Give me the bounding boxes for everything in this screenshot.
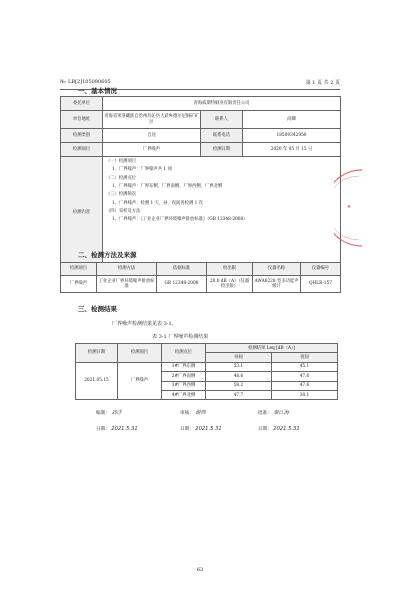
- method-header: 仪器编号: [301, 263, 341, 276]
- phone-label: 联系电话: [201, 129, 243, 143]
- content-line: （四）采样及方法: [106, 209, 141, 215]
- method-cell: 工业企业厂界环境噪声排放标准: [97, 276, 157, 293]
- reviewed-label: 审核：: [180, 411, 194, 416]
- table-row: [61, 263, 341, 276]
- table-row: [76, 362, 338, 371]
- noise-result-table: [75, 343, 338, 400]
- section-result-title: 三、检测结果: [78, 305, 117, 313]
- date-label: 日期：: [180, 427, 194, 432]
- table-row: [76, 344, 338, 353]
- result-night: 47.6: [272, 372, 338, 381]
- method-table: [60, 262, 341, 293]
- reviewed-by: [180, 409, 206, 416]
- result-night: 38.1: [272, 390, 338, 399]
- result-night: 47.6: [272, 381, 338, 390]
- contact-label: 联系人: [201, 111, 243, 129]
- result-header-point: 检测点位: [162, 344, 206, 363]
- result-header-value: 检测结果 Leq [dB（A）]: [206, 344, 338, 353]
- result-item: 厂界噪声: [118, 362, 162, 400]
- phone-value: 18509342950: [243, 129, 341, 143]
- result-intro: 厂界噪声检测结果见表 3-1。: [112, 321, 177, 327]
- date-label: 日期：: [258, 427, 272, 432]
- section-method-title: 二、检测方法及来源: [78, 251, 137, 259]
- content-line: （一）检测项目: [106, 159, 137, 164]
- date-value: 2020 年 05 月 15 日: [243, 143, 341, 157]
- result-header-night: 夜间: [272, 353, 338, 362]
- svg-text:★: ★: [346, 204, 352, 210]
- result-night: 45.1: [272, 362, 338, 371]
- result-day: 48.6: [206, 372, 272, 381]
- reviewed-signature: 谢帅: [195, 410, 206, 416]
- result-header-item: 检测项目: [118, 344, 162, 363]
- approved-date-value: 2021.5.31: [273, 426, 300, 432]
- date-label: 日期：: [96, 427, 110, 432]
- result-point: 1#厂界东侧: [162, 362, 206, 371]
- basic-info-table: [60, 96, 341, 270]
- content-line: （二）检测点位: [106, 175, 137, 181]
- page-number: 63: [196, 567, 204, 573]
- method-cell: QHLB-157: [301, 276, 341, 293]
- report-number: №: LB[2]105090605: [60, 79, 111, 85]
- method-header: 检出限: [207, 263, 253, 276]
- address-value: 青海省果洛藏族自治州玛沁县大武乡德尔尼铜矿矿区: [103, 111, 201, 129]
- page-indicator: 第 1 页 共 2 页: [305, 80, 340, 86]
- content-line: 1、厂界噪声：厂界东侧、厂界南侧、厂界西侧、厂界北侧: [112, 184, 223, 190]
- date-label: 检测日期: [201, 143, 243, 157]
- item-label: 检测项目: [61, 143, 103, 157]
- content-line: 1、厂界噪声：检测 1 天，昼、夜间各检测 1 次: [112, 200, 204, 206]
- method-cell: 厂界噪声: [61, 276, 97, 293]
- content-line: 1、厂界噪声：《工业企业厂界环境噪声排放标准》（GB 12348-2008）: [112, 217, 248, 223]
- company-seal-stamp: [334, 168, 364, 248]
- address-label: 单位地址: [61, 111, 103, 129]
- content-line: （三）检测频次: [106, 192, 137, 198]
- result-point: 3#厂界西侧: [162, 381, 206, 390]
- approved-label: 批准：: [258, 411, 272, 416]
- prepared-label: 编制：: [96, 411, 110, 416]
- table-row: [61, 143, 341, 157]
- result-header-day: 昼间: [206, 353, 272, 362]
- client-value: 青海威斯特铜业有限责任公司: [103, 97, 341, 111]
- content-cell: [103, 157, 341, 270]
- content-label: 检测内容: [61, 157, 103, 270]
- section-basic-title: 一、基本情况: [78, 87, 117, 95]
- result-table-caption: 表 3-1 厂界噪声检测结果: [152, 334, 209, 340]
- table-row: [61, 97, 341, 111]
- prepared-date-value: 2021.5.31: [111, 426, 138, 432]
- table-row: [61, 111, 341, 129]
- method-header: 检测项目: [61, 263, 97, 276]
- result-day: 53.1: [206, 362, 272, 371]
- prepared-signature: 刘洋: [111, 410, 122, 416]
- result-point: 4#厂界北侧: [162, 390, 206, 399]
- reviewed-date-value: 2021.5.31: [195, 426, 222, 432]
- approved-by: [258, 409, 289, 416]
- prepared-date: [96, 426, 138, 432]
- table-row: [61, 276, 341, 293]
- reviewed-date: [180, 426, 222, 432]
- method-cell: 20.0 dB（A）（仪器检出限）: [207, 276, 253, 293]
- result-point: 2#厂界南侧: [162, 372, 206, 381]
- method-cell: GB 12348-2008: [157, 276, 207, 293]
- method-header: 检测方法: [97, 263, 157, 276]
- content-line: 1、厂界噪声：厂界噪声共 1 项: [112, 167, 172, 173]
- client-label: 委托单位: [61, 97, 103, 111]
- result-day: 58.2: [206, 381, 272, 390]
- approved-signature: 秦江海: [273, 410, 289, 416]
- method-cell: AWA6228 型多功能声级计: [253, 276, 301, 293]
- item-value: 厂界噪声: [103, 143, 201, 157]
- table-row: [61, 129, 341, 143]
- prepared-by: [96, 409, 122, 416]
- type-value: 自送: [103, 129, 201, 143]
- result-day: 47.7: [206, 390, 272, 399]
- method-header: 依据标准: [157, 263, 207, 276]
- result-header-date: 检测日期: [76, 344, 118, 363]
- type-label: 检测类别: [61, 129, 103, 143]
- contact-value: 尚卿: [243, 111, 341, 129]
- method-header: 仪器名称: [253, 263, 301, 276]
- result-date: 2021.05.15: [76, 362, 118, 400]
- approved-date: [258, 426, 300, 432]
